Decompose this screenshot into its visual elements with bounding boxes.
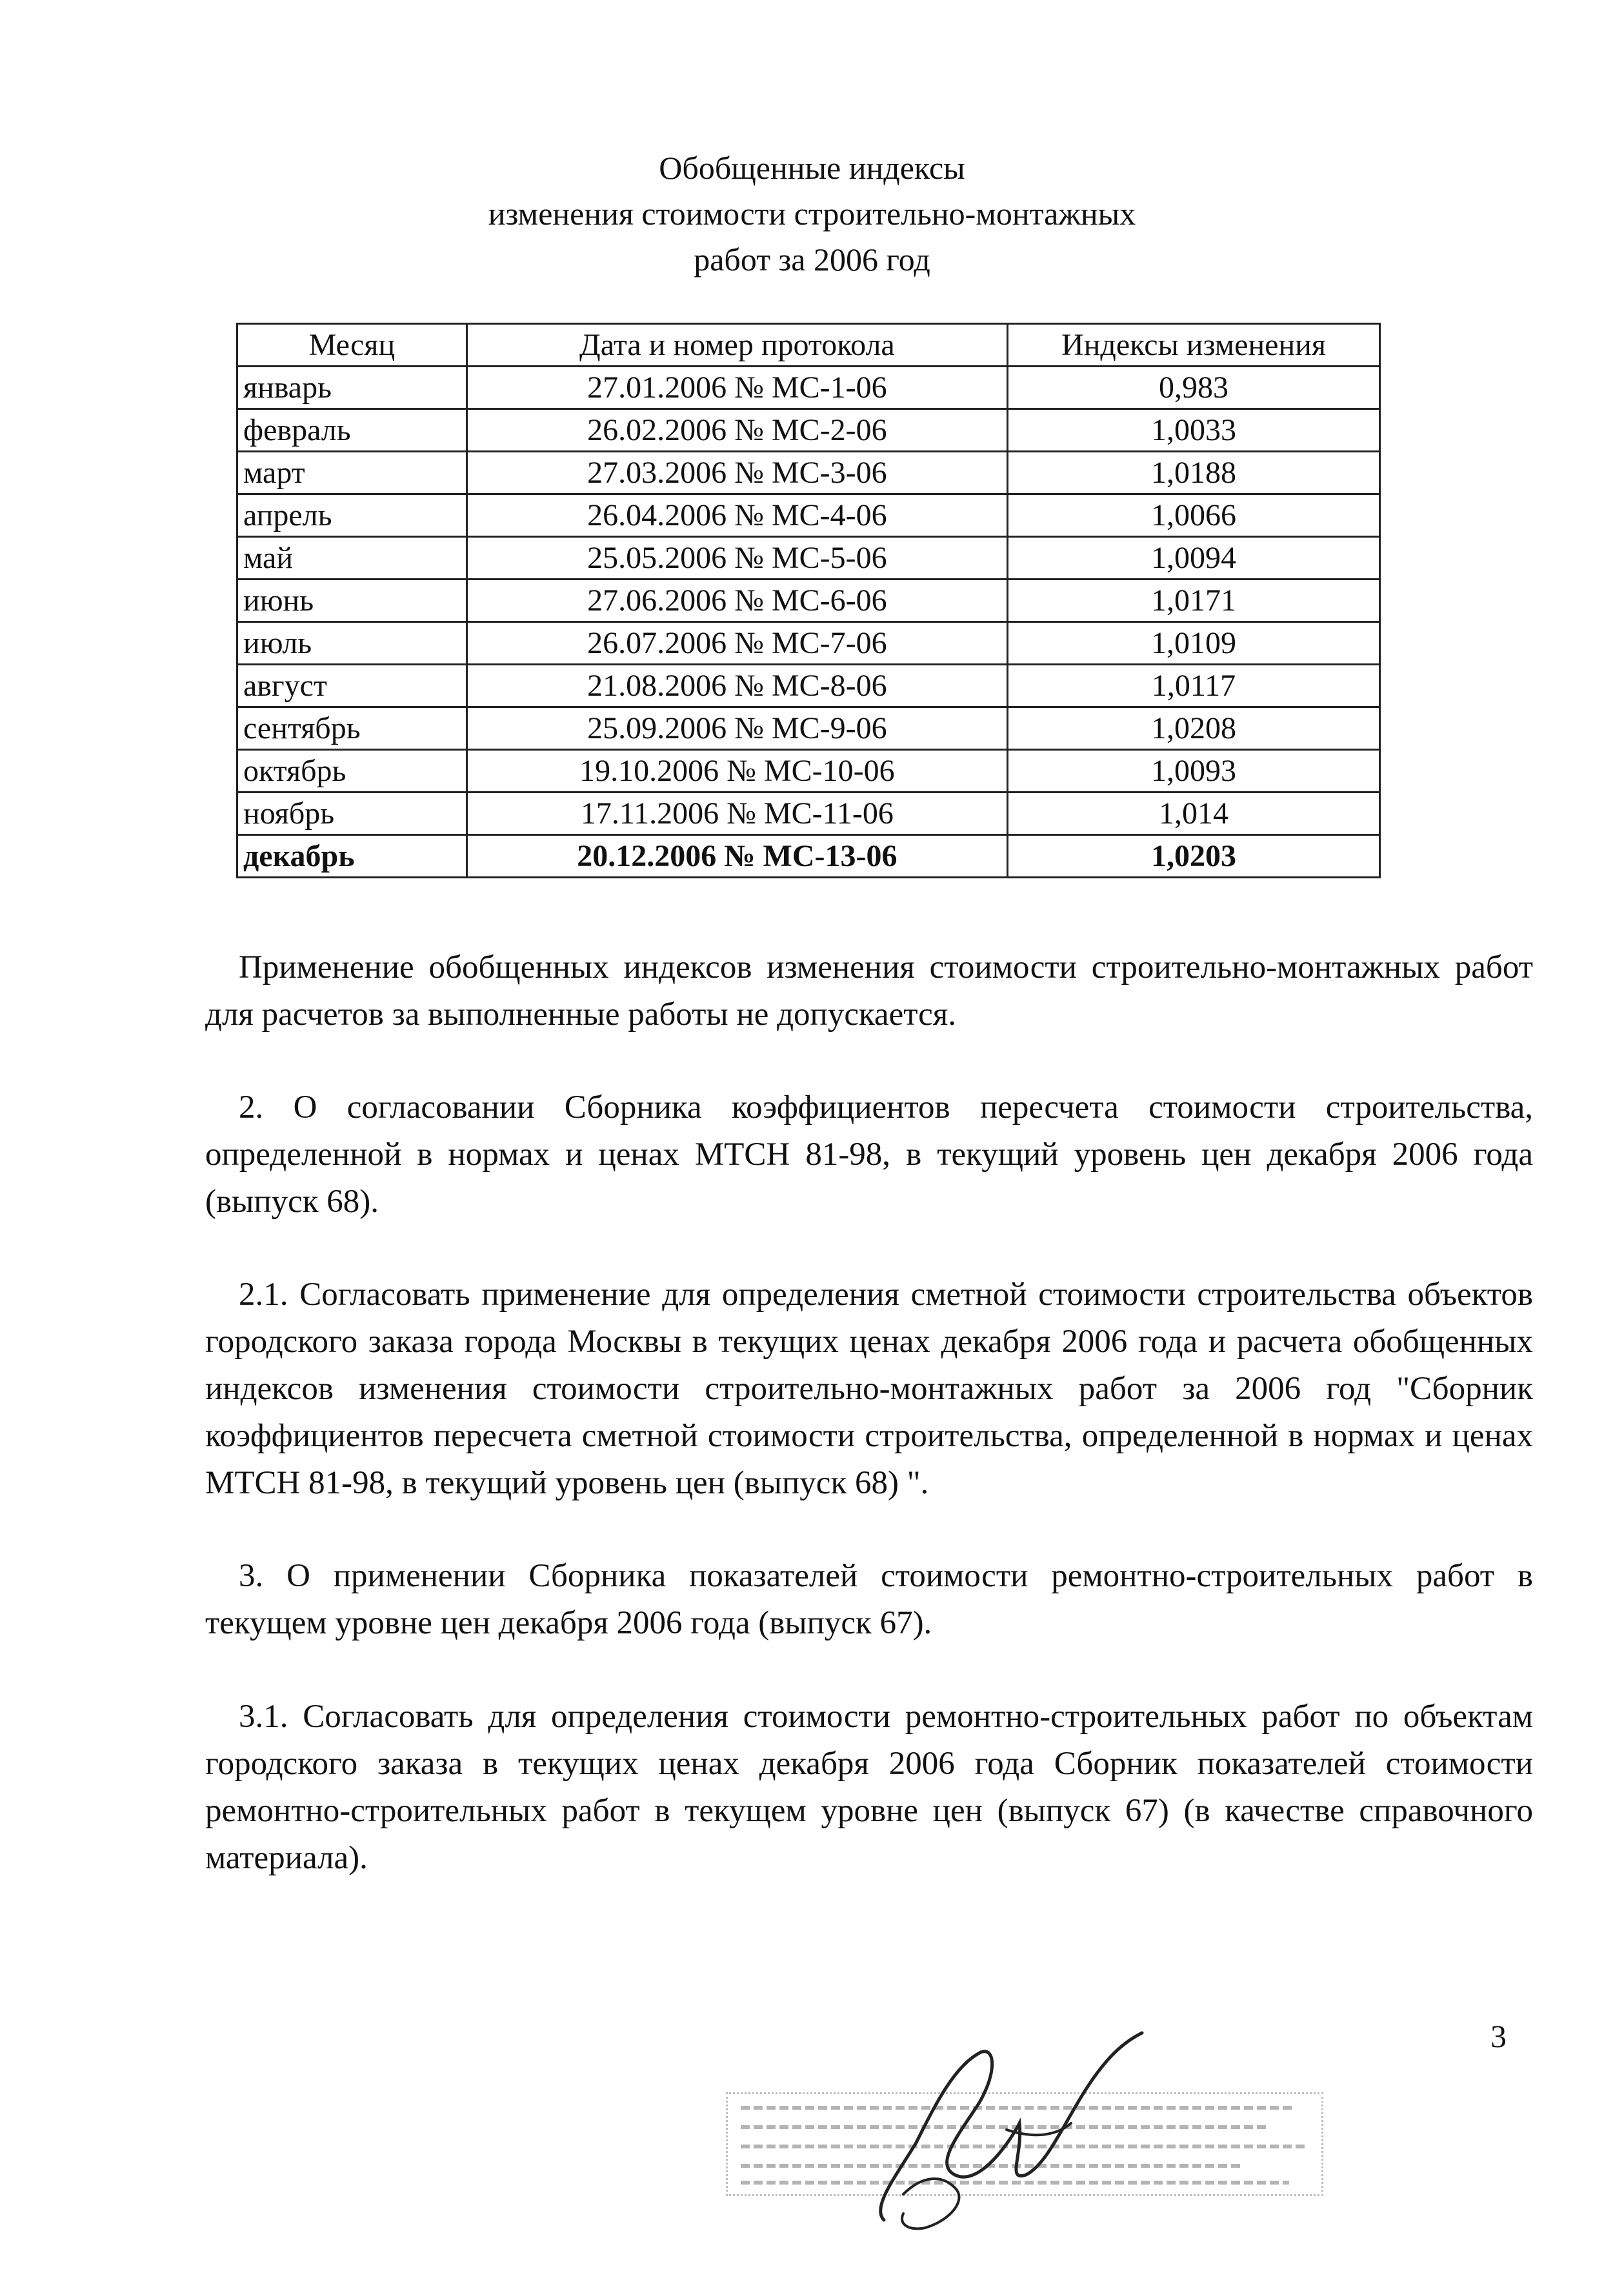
table-header-row xyxy=(237,324,1380,367)
cell-month: октябрь xyxy=(237,750,467,793)
table-row xyxy=(237,494,1380,537)
cell-index: 1,0208 xyxy=(1007,707,1379,750)
table-row xyxy=(237,665,1380,707)
cell-protocol: 25.09.2006 № МС-9-06 xyxy=(466,707,1007,750)
table-row xyxy=(237,409,1380,452)
cell-month: сентябрь xyxy=(237,707,467,750)
cell-index: 1,0094 xyxy=(1007,537,1379,580)
table-row-highlighted xyxy=(237,835,1380,878)
table-row xyxy=(237,580,1380,622)
cell-index: 1,0093 xyxy=(1007,750,1379,793)
page-number: 3 xyxy=(1490,2018,1507,2054)
cell-protocol: 27.01.2006 № МС-1-06 xyxy=(466,367,1007,409)
cell-protocol: 17.11.2006 № МС-11-06 xyxy=(466,793,1007,835)
title-line-1: Обобщенные индексы xyxy=(659,150,965,186)
cell-protocol: 21.08.2006 № МС-8-06 xyxy=(466,665,1007,707)
title-line-2: изменения стоимости строительно-монтажных xyxy=(488,196,1136,232)
note-paragraph: Применение обобщенных индексов изменения стоимости строительно-монтажных работ для расчетов за выполненные работы не допускается. xyxy=(205,949,1533,1033)
table-row xyxy=(237,793,1380,835)
cell-month: август xyxy=(237,665,467,707)
cell-month: февраль xyxy=(237,409,467,452)
title-line-3: работ за 2006 год xyxy=(694,241,930,278)
cell-index: 1,0033 xyxy=(1007,409,1379,452)
cell-index: 1,0109 xyxy=(1007,622,1379,665)
cell-month: январь xyxy=(237,367,467,409)
cell-month: апрель xyxy=(237,494,467,537)
header-index: Индексы изменения xyxy=(1007,324,1379,367)
cell-index: 1,0171 xyxy=(1007,580,1379,622)
header-month: Месяц xyxy=(237,324,467,367)
indices-table xyxy=(236,323,1381,878)
cell-month: март xyxy=(237,452,467,494)
cell-month: май xyxy=(237,537,467,580)
cell-protocol: 27.03.2006 № МС-3-06 xyxy=(466,452,1007,494)
section-2-paragraph: 2. О согласовании Сборника коэффициентов пересчета стоимости строительства, определенной в нормах и ценах МТСН 81-98, в текущий уровень цен декабря 2006 года (выпуск 68). xyxy=(205,1089,1533,1220)
document-title xyxy=(0,145,1624,283)
table-row xyxy=(237,367,1380,409)
cell-month: июнь xyxy=(237,580,467,622)
cell-protocol: 25.05.2006 № МС-5-06 xyxy=(466,537,1007,580)
cell-index: 1,0066 xyxy=(1007,494,1379,537)
handwritten-signature xyxy=(858,2026,1155,2239)
signature-stroke xyxy=(881,2033,1142,2220)
table-row xyxy=(237,707,1380,750)
signature-stroke xyxy=(902,2179,959,2228)
cell-index: 0,983 xyxy=(1007,367,1379,409)
cell-protocol: 26.07.2006 № МС-7-06 xyxy=(466,622,1007,665)
section-3-1-paragraph: 3.1. Согласовать для определения стоимости ремонтно-строительных работ по объектам городского заказа в текущих ценах декабря 2006 года Сборник показателей стоимости ремонтно-строительных работ в текущем уровне цен (выпуск 67) (в качестве справочного материала). xyxy=(205,1699,1533,1876)
cell-month: ноябрь xyxy=(237,793,467,835)
cell-month: декабрь xyxy=(237,835,467,878)
table-row xyxy=(237,537,1380,580)
cell-index: 1,0203 xyxy=(1007,835,1379,878)
cell-protocol: 20.12.2006 № МС-13-06 xyxy=(466,835,1007,878)
table-row xyxy=(237,750,1380,793)
cell-protocol: 19.10.2006 № МС-10-06 xyxy=(466,750,1007,793)
cell-index: 1,0188 xyxy=(1007,452,1379,494)
table-row xyxy=(237,452,1380,494)
cell-protocol: 27.06.2006 № МС-6-06 xyxy=(466,580,1007,622)
section-3-paragraph: 3. О применении Сборника показателей стоимости ремонтно-строительных работ в текущем уровне цен декабря 2006 года (выпуск 67). xyxy=(205,1558,1533,1641)
section-2-1-paragraph: 2.1. Согласовать применение для определения сметной стоимости строительства объектов городского заказа города Москвы в текущих ценах декабря 2006 года и расчета обобщенных индексов изменения стоимости строительно-монтажных работ за 2006 год "Сборник коэффициентов пересчета сметной стоимости строительства, определенной в нормах и ценах МТСН 81-98, в текущий уровень цен (выпуск 68) ". xyxy=(205,1277,1533,1501)
cell-index: 1,0117 xyxy=(1007,665,1379,707)
cell-protocol: 26.02.2006 № МС-2-06 xyxy=(466,409,1007,452)
table-row xyxy=(237,622,1380,665)
cell-protocol: 26.04.2006 № МС-4-06 xyxy=(466,494,1007,537)
header-protocol: Дата и номер протокола xyxy=(466,324,1007,367)
cell-index: 1,014 xyxy=(1007,793,1379,835)
cell-month: июль xyxy=(237,622,467,665)
